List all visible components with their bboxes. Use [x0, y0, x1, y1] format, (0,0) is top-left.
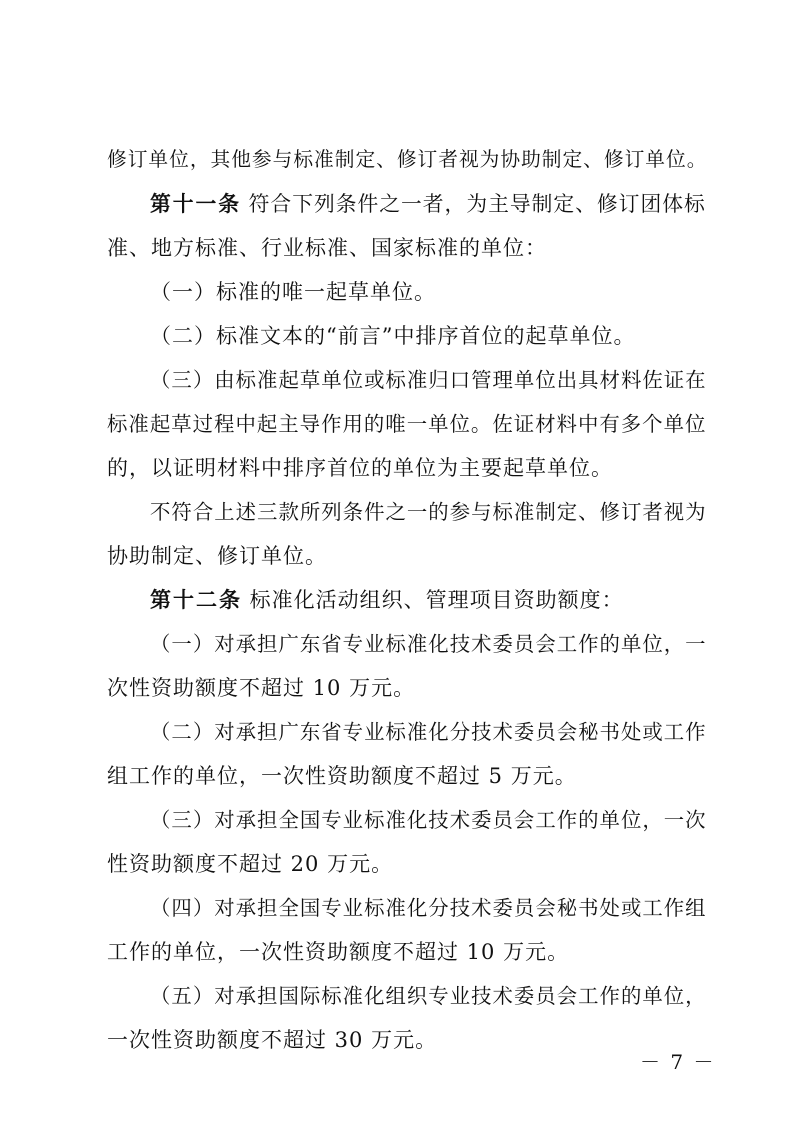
article-11-heading: 第十一条 — [150, 191, 242, 216]
body-text-line: 性资助额度不超过 20 万元。 — [107, 852, 394, 876]
body-text-line: 工作的单位，一次性资助额度不超过 10 万元。 — [107, 940, 570, 964]
list-item: （五）对承担国际标准化组织专业技术委员会工作的单位， — [150, 984, 707, 1008]
page-number: － 7 － — [640, 1050, 716, 1074]
body-text-line: 修订单位，其他参与标准制定、修订者视为协助制定、修订单位。 — [107, 148, 708, 171]
body-text-line: 一次性资助额度不超过 30 万元。 — [107, 1028, 438, 1052]
body-text-line: 协助制定、修订单位。 — [107, 544, 327, 568]
body-text-line: 不符合上述三款所列条件之一的参与标准制定、修订者视为 — [150, 500, 707, 524]
body-text-line: 准、地方标准、行业标准、国家标准的单位： — [107, 236, 547, 260]
article-12-heading: 第十二条 — [150, 587, 242, 612]
list-item: （二）标准文本的“前言”中排序首位的起草单位。 — [150, 324, 636, 348]
body-text-line: 标准起草过程中起主导作用的唯一单位。佐证材料中有多个单位 — [107, 412, 707, 436]
list-item: （三）对承担全国专业标准化技术委员会工作的单位，一次 — [150, 808, 707, 832]
body-text-line: 组工作的单位，一次性资助额度不超过 5 万元。 — [107, 764, 577, 788]
body-text-line: 次性资助额度不超过 10 万元。 — [107, 676, 416, 700]
list-item: （一）标准的唯一起草单位。 — [150, 280, 436, 304]
body-text-line: 的，以证明材料中排序首位的单位为主要起草单位。 — [107, 456, 613, 480]
article-11-text: 符合下列条件之一者，为主导制定、修订团体标 — [241, 192, 706, 216]
article-11-line — [150, 189, 706, 219]
list-item: （一）对承担广东省专业标准化技术委员会工作的单位，一 — [150, 632, 707, 656]
list-item: （四）对承担全国专业标准化分技术委员会秘书处或工作组 — [150, 896, 707, 920]
list-item: （三）由标准起草单位或标准归口管理单位出具材料佐证在 — [150, 368, 707, 392]
list-item: （二）对承担广东省专业标准化分技术委员会秘书处或工作 — [150, 720, 707, 744]
article-12-line — [150, 585, 624, 615]
article-12-text: 标准化活动组织、管理项目资助额度： — [242, 588, 624, 612]
